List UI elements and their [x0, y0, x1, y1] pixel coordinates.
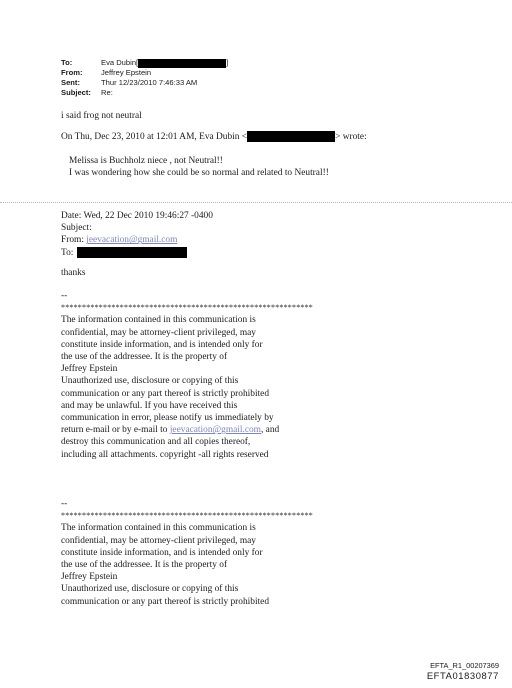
- from-row: [61, 68, 228, 78]
- to-value: Eva Dubin[: [101, 58, 139, 67]
- forwarded-from-label: From:: [61, 235, 87, 246]
- quoted-line: Melissa is Buchholz niece , not Neutral!!: [69, 156, 223, 166]
- signature-line: communication or any part thereof is strictly prohibited: [61, 596, 270, 607]
- bates-footer: [427, 661, 499, 681]
- signature-line: including all attachments. copyright -all rights reserved: [61, 449, 269, 460]
- signature-line: Unauthorized use, disclosure or copying of this: [61, 584, 239, 595]
- signature-line: the use of the addressee. It is the property of: [61, 352, 228, 363]
- signature-line: confidential, may be attorney-client privileged, may: [61, 327, 256, 338]
- signature-dash: --: [61, 291, 68, 301]
- email-line-end: , and: [260, 425, 280, 436]
- signature-line: constitute inside information, and is intended only for: [61, 339, 263, 350]
- reply-body: i said frog not neutral: [61, 111, 142, 121]
- sent-value: Thur 12/23/2010 7:46:33 AM: [101, 78, 198, 87]
- signature-line: The information contained in this communication is: [61, 523, 256, 534]
- quote-intro: [61, 131, 367, 143]
- page-divider: [0, 202, 512, 203]
- from-label: From:: [61, 68, 83, 77]
- bates-id-1: EFTA_R1_00207369: [430, 661, 499, 670]
- forwarded-to-label: To:: [61, 247, 74, 258]
- signature-stars: ************************************************************: [61, 303, 313, 313]
- forwarded-from-row: [61, 234, 213, 246]
- subject-row: [61, 88, 228, 98]
- signature-block-1: [61, 290, 313, 461]
- quoted-line: I was wondering how she could be so normal and related to Neutral!!: [69, 168, 329, 179]
- forwarded-header: [61, 210, 213, 259]
- signature-line: Unauthorized use, disclosure or copying of this: [61, 376, 239, 387]
- redaction-box: [138, 58, 229, 68]
- signature-line: The information contained in this communication is: [61, 315, 256, 326]
- to-close: ]: [226, 58, 229, 67]
- signature-line: the use of the addressee. It is the property of: [61, 560, 228, 571]
- signature-line: communication or any part thereof is strictly prohibited: [61, 388, 270, 399]
- redaction-box: [77, 247, 187, 258]
- forwarded-date: Date: Wed, 22 Dec 2010 19:46:27 -0400: [61, 211, 213, 221]
- forwarded-subject: Subject:: [61, 223, 92, 234]
- signature-email-link[interactable]: jeevacation@gmail.com: [169, 425, 261, 436]
- bates-id-2: EFTA01830877: [426, 670, 499, 681]
- subject-label: Subject:: [61, 88, 91, 97]
- signature-line: Jeffrey Epstein: [61, 572, 118, 583]
- signature-email-line: [61, 424, 313, 436]
- quote-intro-end: > wrote:: [335, 132, 367, 142]
- signature-line: destroy this communication and all copies thereof,: [61, 437, 251, 448]
- signature-line: confidential, may be attorney-client privileged, may: [61, 535, 256, 546]
- sent-row: [61, 78, 228, 88]
- email-header: [61, 58, 228, 98]
- from-value: Jeffrey Epstein: [101, 68, 152, 77]
- signature-block-2: [61, 498, 313, 608]
- signature-line: communication in error, please notify us immediately by: [61, 413, 274, 424]
- signature-line: and may be unlawful. If you have received this: [61, 400, 238, 411]
- to-row: [61, 58, 228, 68]
- quoted-text: [69, 155, 329, 179]
- sent-label: Sent:: [61, 78, 80, 87]
- forwarded-from-email[interactable]: jeevacation@gmail.com: [86, 235, 178, 246]
- to-label: To:: [61, 58, 73, 67]
- forwarded-body: thanks: [61, 268, 86, 278]
- redaction-box: [247, 131, 335, 142]
- forwarded-to-row: [61, 247, 213, 259]
- signature-line: constitute inside information, and is intended only for: [61, 547, 263, 558]
- signature-stars: ************************************************************: [61, 511, 313, 521]
- quote-intro-start: On Thu, Dec 23, 2010 at 12:01 AM, Eva Dubin <: [61, 132, 248, 142]
- signature-dash: --: [61, 499, 68, 509]
- signature-line: Jeffrey Epstein: [61, 364, 118, 375]
- subject-value: Re:: [101, 88, 113, 97]
- email-line-start: return e-mail or by e-mail to: [61, 425, 170, 436]
